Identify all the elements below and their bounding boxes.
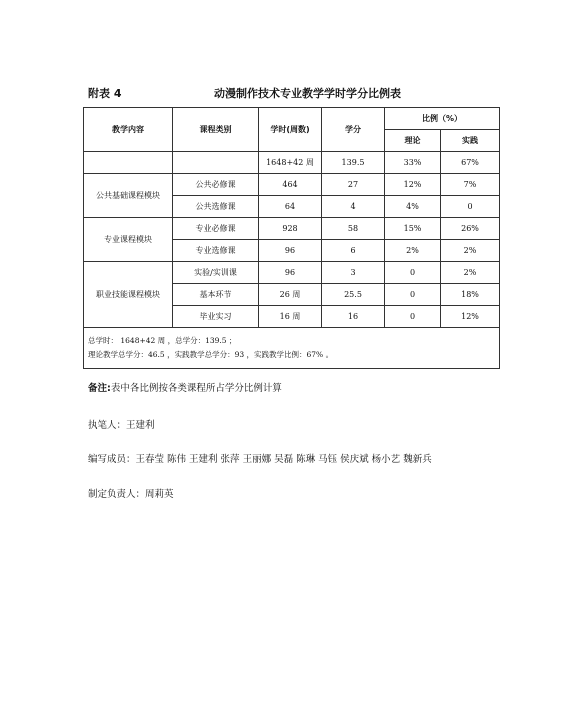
module-cell: 专业课程模块	[84, 218, 173, 262]
responsible-line: 制定负责人：周莉英	[88, 489, 174, 500]
ratio-table	[83, 107, 500, 369]
table-title: 动漫制作技术专业教学学时学分比例表	[214, 87, 401, 100]
practice-cell: 2%	[441, 240, 500, 262]
theory-cell: 15%	[385, 218, 441, 240]
header-category: 课程类别	[173, 108, 259, 152]
totals-credits: 139.5	[322, 152, 385, 174]
credits-cell: 4	[322, 196, 385, 218]
totals-blank	[173, 152, 259, 174]
category-cell: 专业必修课	[173, 218, 259, 240]
title-row	[88, 85, 498, 101]
theory-cell: 0	[385, 262, 441, 284]
credits-cell: 3	[322, 262, 385, 284]
theory-cell: 2%	[385, 240, 441, 262]
practice-cell: 18%	[441, 284, 500, 306]
practice-cell: 26%	[441, 218, 500, 240]
summary-line-1: 总学时： 1648+42 周 ，总学分：139.5 ；	[88, 336, 237, 345]
theory-cell: 4%	[385, 196, 441, 218]
credits-cell: 25.5	[322, 284, 385, 306]
practice-cell: 2%	[441, 262, 500, 284]
summary-row	[84, 328, 500, 369]
totals-hours: 1648+42 周	[259, 152, 322, 174]
remark-label: 备注:	[88, 383, 111, 394]
hours-cell: 64	[259, 196, 322, 218]
totals-blank	[84, 152, 173, 174]
header-content: 教学内容	[84, 108, 173, 152]
category-cell: 专业选修课	[173, 240, 259, 262]
header-row	[84, 108, 500, 130]
table-row	[84, 174, 500, 196]
header-hours: 学时(周数)	[259, 108, 322, 152]
remark	[88, 380, 282, 394]
header-ratio: 比例（%）	[385, 108, 500, 130]
totals-practice: 67%	[441, 152, 500, 174]
practice-cell: 0	[441, 196, 500, 218]
theory-cell: 0	[385, 284, 441, 306]
remark-text: 表中各比例按各类课程所占学分比例计算	[110, 383, 282, 394]
hours-cell: 96	[259, 262, 322, 284]
category-cell: 基本环节	[173, 284, 259, 306]
theory-cell: 0	[385, 306, 441, 328]
practice-cell: 12%	[441, 306, 500, 328]
category-cell: 毕业实习	[173, 306, 259, 328]
credits-cell: 27	[322, 174, 385, 196]
writer-line: 执笔人：王建利	[88, 420, 155, 431]
header-theory: 理论	[385, 130, 441, 152]
members-line: 编写成员：王春莹 陈伟 王建利 张萍 王丽娜 吴磊 陈琳 马钰 侯庆斌 杨小艺 魏新兵	[88, 454, 432, 465]
category-cell: 实验/实训课	[173, 262, 259, 284]
credits-cell: 58	[322, 218, 385, 240]
hours-cell: 16 周	[259, 306, 322, 328]
module-cell: 职业技能课程模块	[84, 262, 173, 328]
hours-cell: 26 周	[259, 284, 322, 306]
summary-cell	[84, 328, 500, 369]
totals-theory: 33%	[385, 152, 441, 174]
credits-cell: 16	[322, 306, 385, 328]
hours-cell: 928	[259, 218, 322, 240]
theory-cell: 12%	[385, 174, 441, 196]
appendix-label: 附表 4	[88, 87, 122, 100]
header-credits: 学分	[322, 108, 385, 152]
totals-row	[84, 152, 500, 174]
module-cell: 公共基础课程模块	[84, 174, 173, 218]
hours-cell: 96	[259, 240, 322, 262]
category-cell: 公共必修课	[173, 174, 259, 196]
category-cell: 公共选修课	[173, 196, 259, 218]
summary-line-2: 理论教学总学分：46.5 ，实践教学总学分：93 ，实践教学比例：67% 。	[88, 350, 334, 359]
header-practice: 实践	[441, 130, 500, 152]
credits-cell: 6	[322, 240, 385, 262]
hours-cell: 464	[259, 174, 322, 196]
practice-cell: 7%	[441, 174, 500, 196]
table-row	[84, 218, 500, 240]
table-row	[84, 262, 500, 284]
